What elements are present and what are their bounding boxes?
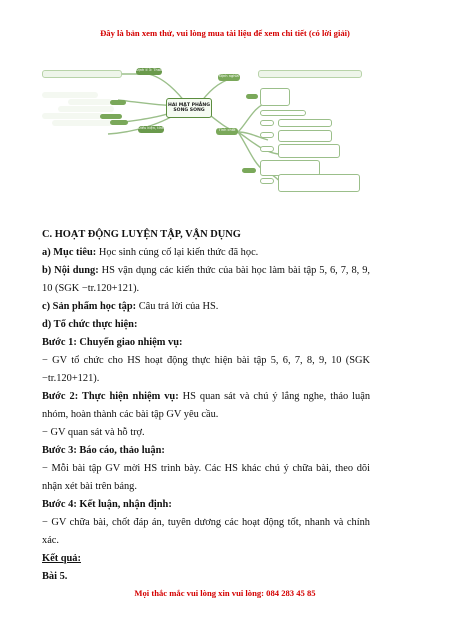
mindmap-leaf: [110, 120, 128, 125]
organization-heading: d) Tổ chức thực hiện:: [42, 319, 138, 330]
mindmap-leaf: [242, 168, 256, 173]
step2-paragraph: Bước 2: Thực hiện nhiệm vụ: HS quan sát và chú ý lắng nghe, thảo luận nhóm, hoàn thành các bài tập GV yêu cầu.: [42, 391, 371, 420]
step1-heading: Bước 1: Chuyển giao nhiệm vụ:: [42, 337, 183, 348]
product-paragraph: c) Sản phẩm học tập: Câu trả lời của HS.: [42, 301, 219, 312]
mindmap-branch-thales: Định lí 3: Thales: [136, 68, 162, 75]
mindmap-leaf: [42, 70, 122, 78]
mindmap-leaf: [100, 114, 122, 119]
step3-text: − Mỗi bài tập GV mời HS trình bày. Các HS khác chú ý chữa bài, theo dõi nhận xét bài trên bảng.: [42, 463, 370, 492]
exercise-label: Bài 5.: [42, 571, 68, 582]
mindmap-leaf: [278, 119, 332, 127]
mindmap-leaf: [260, 110, 306, 116]
mindmap-leaf: [52, 120, 112, 126]
step4-text: − GV chữa bài, chốt đáp án, tuyên dương các hoạt động tốt, nhanh và chính xác.: [42, 517, 370, 546]
mindmap-leaf: [58, 106, 114, 112]
mindmap-leaf: [110, 100, 126, 105]
lesson-content: [42, 226, 370, 586]
result-label: Kết quả:: [42, 553, 81, 564]
mindmap-leaf: [278, 130, 332, 142]
step1-text: − GV tổ chức cho HS hoạt động thực hiện bài tập 5, 6, 7, 8, 9, 10 (SGK −tr.120+121).: [42, 355, 370, 384]
contact-footer: Mọi thắc mắc vui lòng xin vui lòng: 084 283 45 85: [134, 588, 316, 598]
mindmap-leaf: [260, 178, 274, 184]
mindmap-leaf: [246, 94, 258, 99]
mindmap-branch-properties: Tính chất: [216, 128, 238, 135]
preview-banner: Đây là bản xem thử, vui lòng mua tài liệu để xem chi tiết (có lời giải): [100, 28, 350, 38]
mindmap-leaf: [260, 146, 274, 152]
step3-heading: Bước 3: Báo cáo, thảo luận:: [42, 445, 165, 456]
mindmap-leaf: [278, 144, 340, 158]
mindmap-figure: [38, 62, 364, 212]
mindmap-leaf: [68, 99, 112, 105]
step4-heading: Bước 4: Kết luận, nhận định:: [42, 499, 172, 510]
mindmap-center-node: HAI MẶT PHẲNG SONG SONG: [166, 98, 212, 118]
mindmap-leaf: [278, 174, 360, 192]
mindmap-leaf: [260, 120, 274, 126]
mindmap-leaf: [42, 92, 98, 98]
mindmap-branch-definition: Định nghĩa: [218, 74, 240, 81]
mindmap-leaf: [42, 113, 102, 119]
content-paragraph: b) Nội dung: HS vận dụng các kiến thức của bài học làm bài tập 5, 6, 7, 8, 9, 10 (SGK −tr.120+121).: [42, 265, 371, 294]
mindmap-branch-conditions: Điều kiện, tính chất: [138, 126, 164, 133]
mindmap-leaf: [258, 70, 362, 78]
step2-extra: − GV quan sát và hỗ trợ.: [42, 427, 145, 438]
mindmap-leaf: [260, 132, 274, 138]
objective-paragraph: a) Mục tiêu: Học sinh củng cố lại kiến thức đã học.: [42, 247, 259, 258]
mindmap-leaf: [260, 88, 290, 106]
section-title: C. HOẠT ĐỘNG LUYỆN TẬP, VẬN DỤNG: [42, 229, 241, 240]
